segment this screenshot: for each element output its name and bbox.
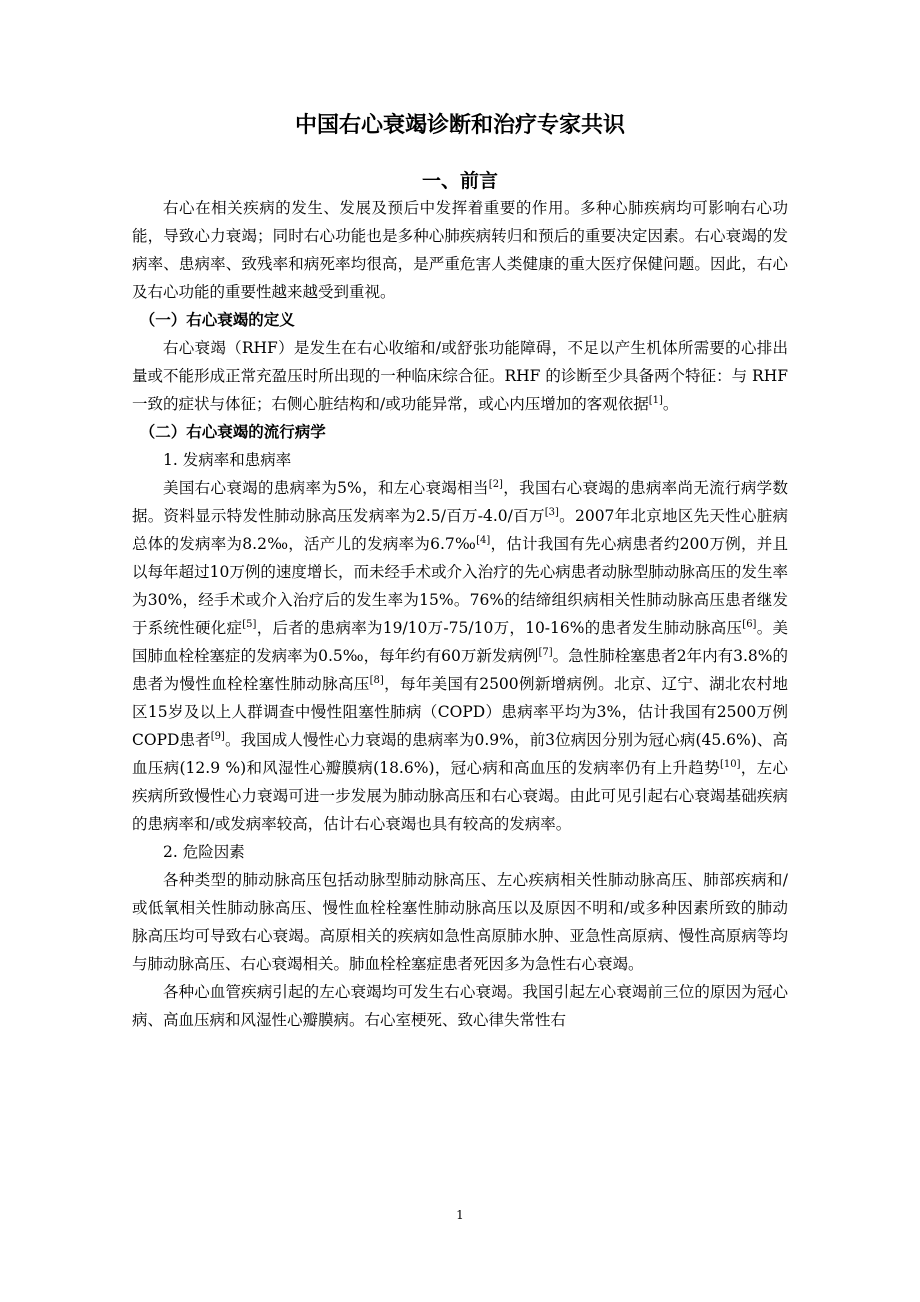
incidence-text-7: 。急性肺栓塞患者2年内有3.8%的患者为慢性血栓栓塞性肺动脉高压	[132, 647, 788, 693]
document-title: 中国右心衰竭诊断和治疗专家共识	[294, 112, 625, 138]
definition-text: 右心衰竭（RHF）是发生在右心收缩和/或舒张功能障碍，不足以产生机体所需要的心排出量或不能形成正常充盈压时所出现的一种临床综合征。RHF 的诊断至少具备两个特征：与 RHF 一致的症状与体征；右侧心脏结构和/或功能异常，或心内压增加的客观依据	[132, 339, 788, 413]
reference-1: [1]	[648, 394, 663, 406]
subheading-incidence: 1. 发病率和患病率	[163, 451, 292, 469]
document-body	[132, 194, 788, 1034]
section-heading-preface: 一、前言	[421, 170, 498, 192]
reference-4: [4]	[476, 534, 491, 546]
subheading-risk-factors: 2. 危险因素	[163, 843, 245, 861]
reference-8: [8]	[369, 674, 384, 686]
intro-paragraph: 右心在相关疾病的发生、发展及预后中发挥着重要的作用。多种心肺疾病均可影响右心功能，导致心力衰竭；同时右心功能也是多种心肺疾病转归和预后的重要决定因素。右心衰竭的发病率、患病率、致残率和病死率均很高，是严重危害人类健康的重大医疗保健问题。因此，右心及右心功能的重要性越来越受到重视。	[132, 199, 788, 301]
reference-6: [6]	[742, 618, 757, 630]
reference-2: [2]	[488, 478, 503, 490]
incidence-text-5: ，后者的患病率为19/10万-75/10万，10-16%的患者发生肺动脉高压	[256, 619, 743, 637]
risk-factors-paragraph: 各种类型的肺动脉高压包括动脉型肺动脉高压、左心疾病相关性肺动脉高压、肺部疾病和/或低氧相关性肺动脉高压、慢性血栓栓塞性肺动脉高压以及原因不明和/或多种因素所致的肺动脉高压均可导致右心衰竭。高原相关的疾病如急性高原肺水肿、亚急性高原病、慢性高原病等均与肺动脉高压、右心衰竭相关。肺血栓栓塞症患者死因多为急性右心衰竭。	[132, 871, 788, 973]
incidence-text-8: ，每年美国有2500例新增病例。北京、辽宁、湖北农村地区15岁及以上人群调查中慢性阻塞性肺病（COPD）患病率平均为3%，估计我国有2500万例COPD患者	[132, 675, 788, 749]
subheading-definition: （一）右心衰竭的定义	[139, 310, 295, 329]
incidence-paragraph	[132, 474, 788, 838]
incidence-text-2: ，我国右心衰竭的患病率尚无流行病学数据。资料显示特发性肺动脉高压发病率为2.5/百万-4.0/百万	[132, 479, 788, 525]
incidence-text-4: ，估计我国有先心病患者约200万例，并且以每年超过10万例的速度增长，而未经手术或介入治疗的先心病患者动脉型肺动脉高压的发生率为30%，经手术或介入治疗后的发生率为15%。76%的结缔组织病相关性肺动脉高压患者继发于系统性硬化症	[132, 535, 788, 637]
incidence-text-3: 。2007年北京地区先天性心脏病总体的发病率为8.2‰，活产儿的发病率为6.7‰	[132, 507, 789, 553]
incidence-text-9: 。我国成人慢性心力衰竭的患病率为0.9%，前3位病因分别为冠心病(45.6%)、高血压病(12.9 %)和风湿性心瓣膜病(18.6%)，冠心病和高血压的发病率仍有上升趋势	[132, 731, 788, 777]
incidence-text-1: 美国右心衰竭的患病率为5%，和左心衰竭相当	[163, 479, 489, 497]
incidence-text-6: 。美国肺血栓栓塞症的发病率为0.5‰，每年约有60万新发病例	[132, 619, 788, 665]
reference-5: [5]	[242, 618, 257, 630]
definition-paragraph	[132, 334, 788, 418]
page-number: 1	[456, 1208, 464, 1222]
reference-7: [7]	[538, 646, 553, 658]
reference-9: [9]	[210, 730, 225, 742]
reference-10: [10]	[719, 758, 741, 770]
left-heart-paragraph: 各种心血管疾病引起的左心衰竭均可发生右心衰竭。我国引起左心衰竭前三位的原因为冠心病、高血压病和风湿性心瓣膜病。右心室梗死、致心律失常性右	[132, 983, 788, 1029]
incidence-text-10: ，左心疾病所致慢性心力衰竭可进一步发展为肺动脉高压和右心衰竭。由此可见引起右心衰竭基础疾病的患病率和/或发病率较高，估计右心衰竭也具有较高的发病率。	[132, 759, 788, 833]
subheading-epidemiology: （二）右心衰竭的流行病学	[139, 422, 326, 441]
definition-text-end: 。	[662, 395, 679, 413]
reference-3: [3]	[544, 506, 559, 518]
